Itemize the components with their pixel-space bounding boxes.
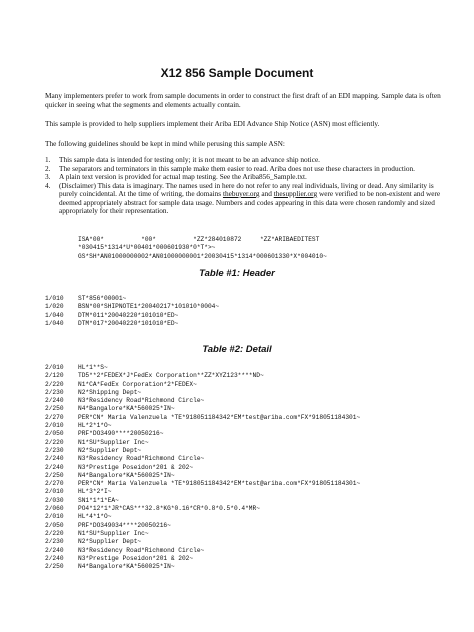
segment-content: N2*Supplier Dept~ — [78, 538, 142, 546]
detail-segment-table — [45, 364, 360, 571]
segment-position: 2/270 — [45, 413, 64, 421]
segment-row — [45, 430, 360, 438]
segment-row — [45, 513, 360, 521]
segment-position: 2/050 — [45, 521, 64, 529]
segment-row — [45, 303, 219, 311]
segment-position: 2/030 — [45, 496, 64, 504]
segment-row — [45, 455, 360, 463]
segment-position: 2/240 — [45, 463, 64, 471]
segment-position: 2/220 — [45, 529, 64, 537]
segment-row — [45, 381, 360, 389]
segment-content: HL*4*1*O~ — [78, 513, 112, 521]
segment-row — [45, 497, 360, 505]
intro-paragraph: Many implementers prefer to work from sample documents in order to construct the first draft of an EDI mapping. Sample data is often quicker in seeing what the segments and elements actually contain. — [45, 91, 441, 109]
segment-content: PO4*12*1*JR*CAS***32.8*KG*0.16*CR*0.8*0.5*0.4*MR~ — [78, 505, 260, 513]
purpose-paragraph: This sample is provided to help suppliers implement their Ariba EDI Advance Ship Notice (ASN) most efficiently. — [45, 119, 380, 128]
segment-content: DTM*011*20040220*101010*ED~ — [78, 311, 179, 319]
segment-position: 2/010 — [45, 513, 64, 521]
segment-position: 2/240 — [45, 546, 64, 554]
segment-row — [45, 312, 219, 320]
segment-position: 2/240 — [45, 554, 64, 562]
segment-content: HL*3*2*I~ — [78, 488, 112, 496]
segment-row — [45, 472, 360, 480]
isa-line-continued: *030415*1314*U*00401*000601930*0*T*>~ — [78, 244, 216, 252]
segment-content: N3*Prestige Poseidon*201 & 202~ — [78, 554, 194, 562]
guideline-text — [59, 182, 448, 216]
segment-content: N1*SU*Supplier Inc~ — [78, 529, 149, 537]
header-segment-table — [45, 295, 219, 328]
guidelines-list — [45, 156, 448, 216]
guideline-text: A plain text version is provided for actual map testing. See the Ariba856_Sample.txt. — [59, 172, 307, 181]
guideline-number: 3. — [45, 172, 51, 181]
segment-position: 2/250 — [45, 563, 64, 571]
guideline-number: 1. — [45, 155, 51, 164]
envelope-segments — [78, 236, 327, 261]
segment-content: SN1*1*1*EA~ — [78, 496, 119, 504]
segment-position: 2/230 — [45, 446, 64, 454]
segment-row — [45, 530, 360, 538]
segment-row — [45, 538, 360, 546]
segment-row — [45, 364, 360, 372]
segment-position: 1/040 — [45, 311, 64, 319]
segment-position: 2/270 — [45, 480, 64, 488]
segment-row — [45, 522, 360, 530]
segment-content: DTM*017*20040220*101010*ED~ — [78, 319, 179, 327]
segment-row — [45, 439, 360, 447]
disclaimer-text: were verified to be non-existent and were deemed appropriately abstract for sample data usage. Numbers and codes appearing in this data were chosen randomly and sized appropriately for their representation. — [59, 189, 441, 215]
segment-position: 2/220 — [45, 438, 64, 446]
segment-content: N3*Prestige Poseidon*201 & 202~ — [78, 463, 194, 471]
guideline-text: The separators and terminators in this sample make them easier to read. Ariba does not use these characters in production. — [59, 163, 416, 173]
disclaimer-text: and — [259, 189, 274, 198]
detail-table-title: Table #2: Detail — [202, 344, 272, 355]
segment-position: 2/010 — [45, 488, 64, 496]
segment-position: 2/250 — [45, 471, 64, 479]
document-title: X12 856 Sample Document — [160, 66, 314, 80]
segment-content: PER*CN* Maria Valenzuela *TE*918051184342*EM*test@ariba.com*FX*918051184301~ — [78, 480, 361, 488]
segment-row — [45, 555, 360, 563]
segment-row — [45, 295, 219, 303]
segment-content: BSN*00*SHIPNOTE1*20040217*101010*0004~ — [78, 303, 220, 311]
segment-position: 1/020 — [45, 303, 64, 311]
segment-position: 2/240 — [45, 397, 64, 405]
segment-row — [45, 505, 360, 513]
segment-position: 2/230 — [45, 538, 64, 546]
segment-row — [45, 405, 360, 413]
segment-row — [45, 447, 360, 455]
segment-content: N2*Shipping Dept~ — [78, 388, 142, 396]
guideline-text: This sample data is intended for testing only; it is not meant to be an advance ship notice. — [59, 155, 321, 164]
segment-content: HL*2*1*O~ — [78, 422, 112, 430]
segment-row — [45, 488, 360, 496]
segment-position: 2/010 — [45, 422, 64, 430]
segment-position: 2/220 — [45, 380, 64, 388]
segment-row — [45, 547, 360, 555]
segment-row — [45, 372, 360, 380]
segment-row — [45, 422, 360, 430]
isa-line: ISA*00* *00* *ZZ*284010872 *ZZ*ARIBAEDITEST — [78, 236, 320, 243]
segment-content: N3*Residency Road*Richmond Circle~ — [78, 397, 205, 405]
segment-content: HL*1**S~ — [78, 364, 108, 371]
segment-content: N4*Bangalore*KA*560025*IN~ — [78, 563, 175, 571]
disclaimer-text: (Disclaimer) This data is imaginary. The names used in here do not refer to any real individuals, living or dead. Any similarity is purely coincidental. At the time of writing, the domains — [59, 180, 434, 198]
segment-position: 2/060 — [45, 505, 64, 513]
segment-position: 2/120 — [45, 372, 64, 380]
segment-row — [45, 389, 360, 397]
segment-row — [45, 414, 360, 422]
guideline-number: 2. — [45, 163, 51, 173]
segment-content: PRF*DO3490****20050216~ — [78, 430, 164, 438]
segment-content: N2*Supplier Dept~ — [78, 446, 142, 454]
segment-row — [45, 480, 360, 488]
segment-position: 2/050 — [45, 430, 64, 438]
gs-line: GS*SH*AN01000000002*AN01000000001*20030415*1314*000601330*X*004010~ — [78, 252, 327, 260]
segment-row — [45, 397, 360, 405]
segment-row — [45, 464, 360, 472]
guidelines-intro: The following guidelines should be kept in mind while perusing this sample ASN: — [45, 139, 285, 148]
segment-content: TD5**2*FEDEX*J*FedEx Corporation**ZZ*XYZ123****ND~ — [78, 372, 264, 380]
header-table-title: Table #1: Header — [199, 268, 275, 279]
guideline-number: 4. — [45, 180, 51, 190]
supplier-domain-link[interactable]: thesupplier.org — [273, 189, 318, 198]
segment-position: 1/040 — [45, 319, 64, 327]
segment-position: 2/250 — [45, 405, 64, 413]
segment-content: PER*CN* Maria Valenzuela *TE*918051184342*EM*test@ariba.com*FX*918051184301~ — [78, 413, 361, 421]
segment-row — [45, 320, 219, 328]
buyer-domain-link[interactable]: thebuyer.org — [222, 189, 260, 198]
segment-content: N1*CA*FedEx Corporation*2*FEDEX~ — [78, 380, 197, 388]
segment-position: 2/230 — [45, 388, 64, 396]
segment-content: N4*Bangalore*KA*560025*IN~ — [78, 471, 175, 479]
guideline-item — [45, 182, 448, 216]
segment-position: 2/240 — [45, 455, 64, 463]
segment-content: N4*Bangalore*KA*560025*IN~ — [78, 405, 175, 413]
segment-row — [45, 563, 360, 571]
segment-position: 2/010 — [45, 364, 64, 371]
segment-content: N3*Residency Road*Richmond Circle~ — [78, 546, 205, 554]
segment-position: 1/010 — [45, 295, 64, 302]
segment-content: N1*SU*Supplier Inc~ — [78, 438, 149, 446]
segment-content: ST*856*00001~ — [78, 295, 127, 302]
segment-content: N3*Residency Road*Richmond Circle~ — [78, 455, 205, 463]
segment-content: PRF*DO349034****20050216~ — [78, 521, 171, 529]
